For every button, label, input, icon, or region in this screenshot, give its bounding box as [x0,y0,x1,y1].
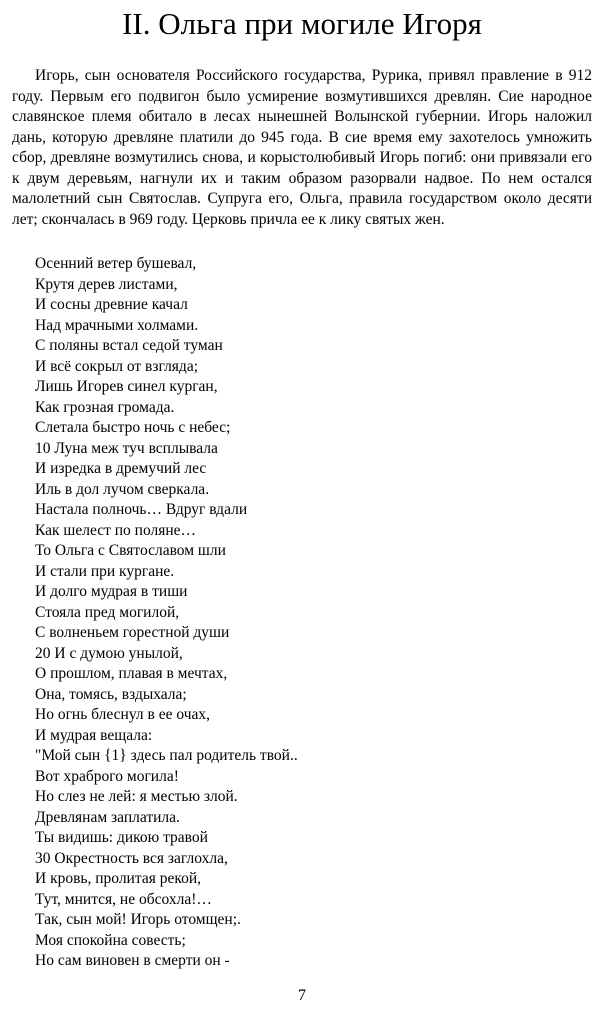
poem-line: И кровь, пролитая рекой, [35,870,201,887]
poem-line: И стали при кургане. [35,562,175,580]
poem-line: 20 И с думою унылой, [35,644,183,662]
poem-line: С поляны встал седой туман [35,337,223,354]
poem-line: Но слез не лей: я местью злой. [35,788,238,805]
intro-paragraph: Игорь, сын основателя Российского государства, Рурика, привял правление в 912 году. Первым его подвигон было усмирение возмутившихся древлян. Сие народное славянское племя обитало в лесах нынешней Волынской губернии. Игорь наложил дань, которую древляне платили до 945 года. В сие время ему захотелось умножить сбор, древляне возмутились снова, и корыстолюбивый Игорь погиб: они привязали его к двум деревьям, нагнули их и таким образом разорвали надвое. По нем остался малолетний сын Святослав. Супруга его, Ольга, правила государством около десяти лет; скончалась в 969 году. Церковь причла ее к лику святых жен. [12,67,592,228]
chapter-title: II. Ольга при могиле Игоря [122,6,482,41]
poem-line: Тут, мнится, не обсохла!… [35,890,212,908]
poem-line: С волненьем горестной души [35,624,230,641]
poem-line: Настала полночь… Вдруг вдали [35,501,248,518]
poem-line: Она, томясь, вздыхала; [35,685,187,703]
poem-line: Стояла пред могилой, [35,603,180,621]
poem-line: 30 Окрестность вся заглохла, [35,849,228,867]
poem-line: И сосны древние качал [35,296,188,313]
poem-line: И долго мудрая в тиши [35,583,188,600]
poem-line: Крутя дерев листами, [35,275,178,293]
poem-line: Моя спокойна совесть; [35,931,186,949]
poem-line: Но огнь блеснул в ее очах, [35,706,210,723]
poem-line: "Мой сын {1} здесь пал родитель твой.. [35,747,298,764]
poem-line: Осенний ветер бушевал, [35,255,197,272]
page-number: 7 [298,987,306,1004]
poem-line: И всё сокрыл от взгляда; [35,357,199,375]
poem-line: Но сам виновен в смерти он - [35,952,230,969]
poem-line: И мудрая вещала: [35,726,153,744]
poem-line: Ты видишь: дикою травой [35,829,208,846]
poem-line: Лишь Игорев синел курган, [35,378,218,395]
poem-line: Над мрачными холмами. [35,316,199,334]
poem-line: Древлянам заплатила. [35,808,180,826]
poem-line: Так, сын мой! Игорь отомщен;. [35,911,241,928]
poem-line: Как шелест по поляне… [35,521,197,539]
poem-line: Вот храброго могила! [35,767,179,785]
poem [35,254,575,972]
poem-line: 10 Луна меж туч всплывала [35,439,218,457]
poem-line: То Ольга с Святославом шли [35,542,226,559]
poem-line: Слетала быстро ночь с небес; [35,419,231,436]
poem-line: И изредка в дремучий лес [35,460,207,477]
poem-line: Как грозная громада. [35,398,175,416]
poem-line: О прошлом, плавая в мечтах, [35,665,228,682]
poem-line: Иль в дол лучом сверкала. [35,480,210,498]
